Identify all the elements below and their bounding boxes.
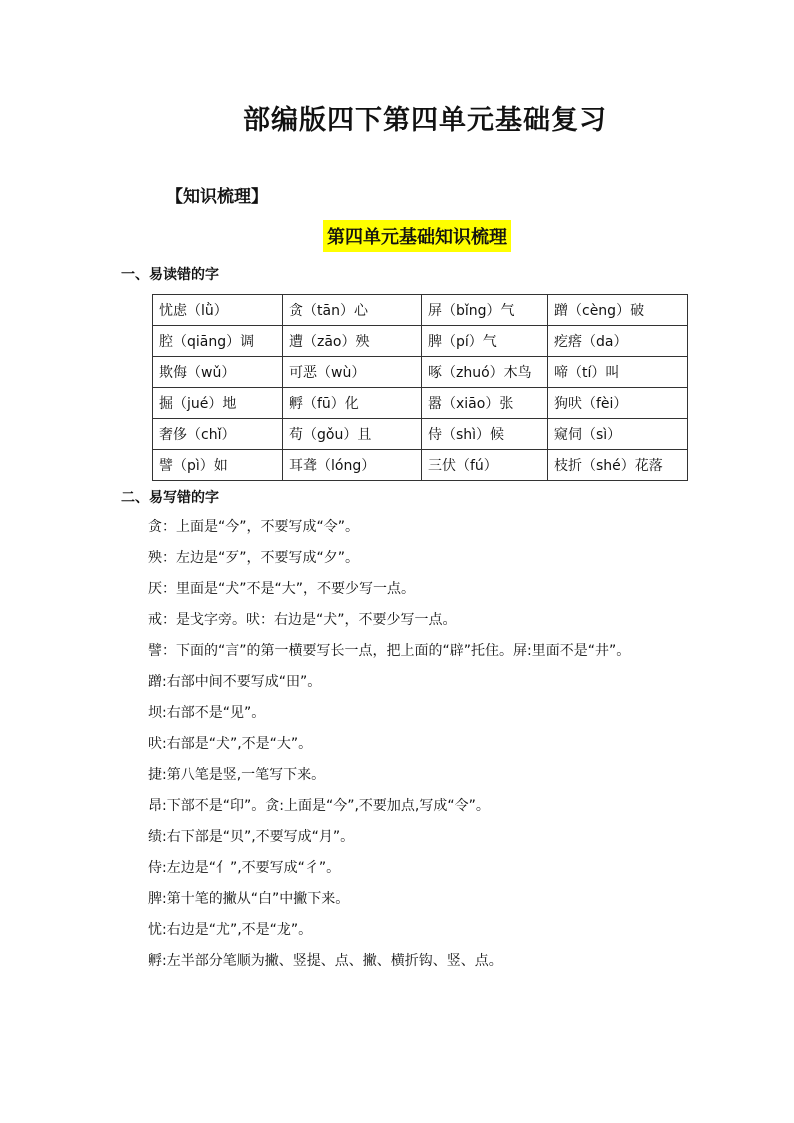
table-cell: 奢侈（chǐ） xyxy=(153,419,283,450)
table-row xyxy=(153,326,688,357)
note-item: 戒：是戈字旁。吠：右边是“犬”，不要少写一点。 xyxy=(148,612,457,628)
note-item: 绩:右下部是“贝”,不要写成“月”。 xyxy=(148,829,355,845)
table-cell: 屏（bǐng）气 xyxy=(422,295,548,326)
note-item: 殃：左边是“歹”，不要写成“夕”。 xyxy=(148,550,360,566)
writing-notes xyxy=(118,512,683,977)
note-item: 脾:第十笔的撇从“白”中撇下来。 xyxy=(148,891,350,907)
table-row xyxy=(153,357,688,388)
note-item: 蹭:右部中间不要写成“田”。 xyxy=(148,674,322,690)
table-cell: 狗吠（fèi） xyxy=(548,388,688,419)
table-row xyxy=(153,419,688,450)
note-item: 忧:右边是“尤”,不是“龙”。 xyxy=(148,922,313,938)
table-cell: 脾（pí）气 xyxy=(422,326,548,357)
table-cell: 欺侮（wǔ） xyxy=(153,357,283,388)
note-item: 孵:左半部分笔顺为撇、竖提、点、撇、横折钩、竖、点。 xyxy=(148,953,503,969)
part1-heading: 一、易读错的字 xyxy=(121,267,219,283)
table-cell: 忧虑（lǜ） xyxy=(153,295,283,326)
table-cell: 窥伺（sì） xyxy=(548,419,688,450)
page-title: 部编版四下第四单元基础复习 xyxy=(243,105,607,136)
table-cell: 譬（pì）如 xyxy=(153,450,283,481)
table-cell: 啄（zhuó）木鸟 xyxy=(422,357,548,388)
note-item: 侍:左边是“亻”,不要写成“彳”。 xyxy=(148,860,341,876)
table-cell: 疙瘩（da） xyxy=(548,326,688,357)
highlight-title-wrap xyxy=(0,220,794,252)
table-row xyxy=(153,388,688,419)
table-cell: 嚣（xiāo）张 xyxy=(422,388,548,419)
table-cell: 蹭（cèng）破 xyxy=(548,295,688,326)
table-cell: 三伏（fú） xyxy=(422,450,548,481)
table-cell: 腔（qiāng）调 xyxy=(153,326,283,357)
table-cell: 孵（fū）化 xyxy=(283,388,422,419)
highlight-title: 第四单元基础知识梳理 xyxy=(323,220,511,252)
pronunciation-table xyxy=(152,294,688,481)
note-item: 捷:第八笔是竖,一笔写下来。 xyxy=(148,767,326,783)
table-cell: 苟（gǒu）且 xyxy=(283,419,422,450)
table-cell: 贪（tān）心 xyxy=(283,295,422,326)
note-item: 昂:下部不是“印”。贪:上面是“今”,不要加点,写成“令”。 xyxy=(148,798,490,814)
table-row xyxy=(153,450,688,481)
table-cell: 啼（tí）叫 xyxy=(548,357,688,388)
section-tag: 【知识梳理】 xyxy=(166,187,268,207)
note-item: 坝:右部不是“见”。 xyxy=(148,705,266,721)
part2-heading: 二、易写错的字 xyxy=(121,490,219,506)
note-item: 贪：上面是“今”，不要写成“令”。 xyxy=(148,519,360,535)
note-item: 吠:右部是“犬”,不是“大”。 xyxy=(148,736,313,752)
note-item: 厌：里面是“犬”不是“大”，不要少写一点。 xyxy=(148,581,416,597)
table-cell: 枝折（shé）花落 xyxy=(548,450,688,481)
table-cell: 耳聋（lóng） xyxy=(283,450,422,481)
note-item: 譬：下面的“言”的第一横要写长一点，把上面的“辟”托住。屏:里面不是“井”。 xyxy=(148,643,631,659)
table-cell: 侍（shì）候 xyxy=(422,419,548,450)
table-row xyxy=(153,295,688,326)
table-cell: 掘（jué）地 xyxy=(153,388,283,419)
table-cell: 可恶（wù） xyxy=(283,357,422,388)
table-cell: 遭（zāo）殃 xyxy=(283,326,422,357)
